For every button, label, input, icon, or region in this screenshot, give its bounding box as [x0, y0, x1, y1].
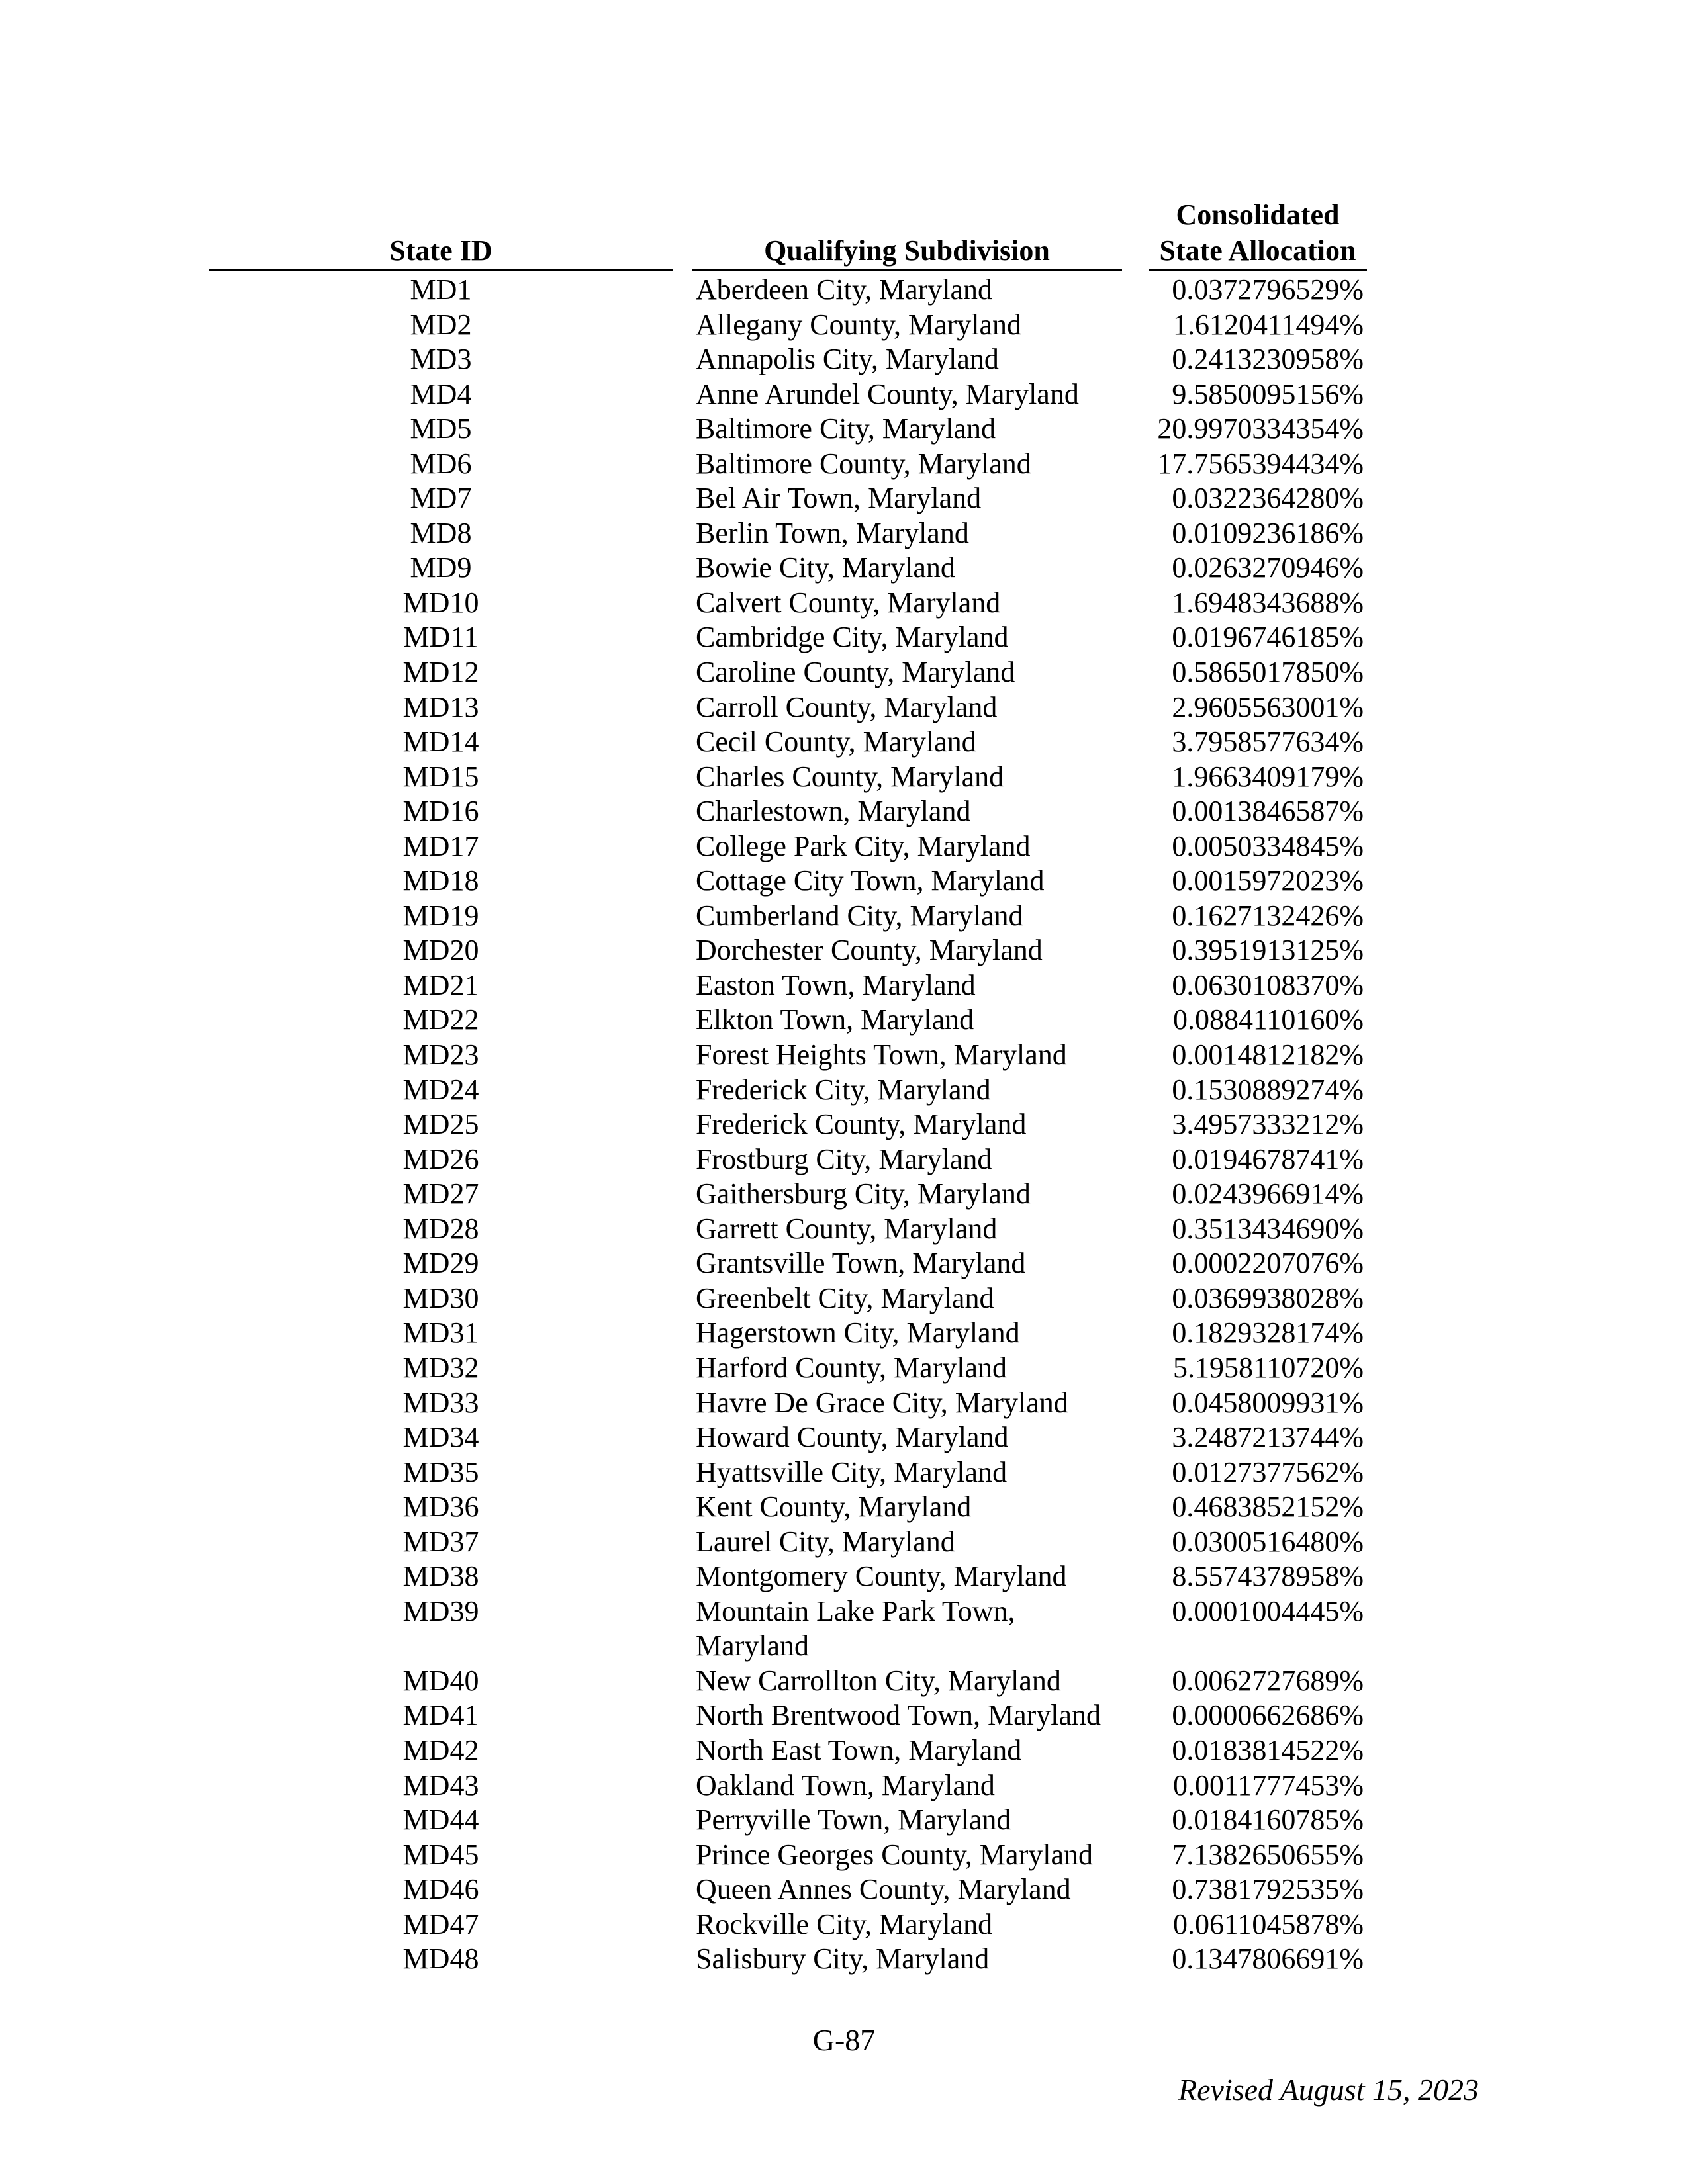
subdivision-cell: Baltimore County, Maryland — [696, 447, 1031, 480]
state-id-cell: MD3 — [410, 343, 472, 376]
table-row — [0, 1246, 1688, 1281]
header-underline-state-id — [209, 269, 673, 271]
subdivision-cell: Harford County, Maryland — [696, 1351, 1008, 1384]
table-row — [0, 725, 1688, 760]
subdivision-cell: Frederick County, Maryland — [696, 1108, 1027, 1141]
allocation-cell: 0.0300516480% — [1172, 1525, 1364, 1558]
subdivision-cell: Mountain Lake Park Town, Maryland — [696, 1594, 1015, 1662]
state-id-cell: MD2 — [410, 308, 472, 341]
subdivision-cell: Dorchester County, Maryland — [696, 934, 1043, 967]
table-row — [0, 412, 1688, 447]
subdivision-cell: Greenbelt City, Maryland — [696, 1281, 994, 1314]
subdivision-cell: Calvert County, Maryland — [696, 586, 1001, 619]
state-id-cell: MD13 — [402, 690, 479, 723]
table-row — [0, 1872, 1688, 1907]
table-row — [0, 1177, 1688, 1212]
subdivision-cell: Salisbury City, Maryland — [696, 1942, 990, 1976]
state-id-cell: MD41 — [402, 1699, 479, 1732]
state-id-cell: MD24 — [402, 1073, 479, 1106]
subdivision-cell: Grantsville Town, Maryland — [696, 1247, 1026, 1280]
table-row — [0, 1594, 1688, 1664]
allocation-cell: 0.0000662686% — [1172, 1699, 1364, 1732]
allocation-cell: 3.4957333212% — [1172, 1108, 1364, 1141]
allocation-cell: 0.0196746185% — [1172, 621, 1364, 654]
allocation-cell: 0.0194678741% — [1172, 1142, 1364, 1175]
subdivision-cell: Montgomery County, Maryland — [696, 1560, 1067, 1593]
state-id-cell: MD30 — [402, 1281, 479, 1314]
subdivision-cell: Perryville Town, Maryland — [696, 1803, 1011, 1837]
subdivision-cell: Frostburg City, Maryland — [696, 1142, 992, 1175]
subdivision-cell: Kent County, Maryland — [696, 1490, 972, 1524]
state-id-cell: MD22 — [402, 1003, 479, 1036]
allocation-cell: 0.0458009931% — [1172, 1386, 1364, 1419]
allocation-cell: 0.0013846587% — [1172, 795, 1364, 828]
header-subdivision: Qualifying Subdivision — [764, 234, 1050, 267]
allocation-cell: 0.3513434690% — [1172, 1212, 1364, 1245]
header-state-id: State ID — [389, 234, 492, 267]
allocation-cell: 0.0062727689% — [1172, 1664, 1364, 1697]
state-id-cell: MD31 — [402, 1316, 479, 1349]
table-row — [0, 655, 1688, 690]
table-row — [0, 1455, 1688, 1490]
allocation-cell: 0.1347806691% — [1172, 1942, 1364, 1976]
subdivision-cell: North Brentwood Town, Maryland — [696, 1699, 1102, 1732]
table-row — [0, 1038, 1688, 1073]
table-row — [0, 1420, 1688, 1455]
allocation-cell: 5.1958110720% — [1172, 1351, 1364, 1384]
state-id-cell: MD34 — [402, 1421, 479, 1454]
header-underline-subdivision — [692, 269, 1122, 271]
table-row — [0, 1698, 1688, 1733]
table-row — [0, 1073, 1688, 1108]
state-id-cell: MD35 — [402, 1455, 479, 1488]
allocation-cell: 20.9970334354% — [1157, 412, 1364, 445]
table-row — [0, 273, 1688, 308]
table-row — [0, 1212, 1688, 1247]
table-row — [0, 1351, 1688, 1386]
subdivision-cell: Gaithersburg City, Maryland — [696, 1177, 1031, 1210]
state-id-cell: MD21 — [402, 968, 479, 1001]
table-row — [0, 968, 1688, 1003]
subdivision-cell: North East Town, Maryland — [696, 1733, 1022, 1766]
allocation-cell: 1.9663409179% — [1172, 760, 1364, 793]
table-row — [0, 1525, 1688, 1560]
state-id-cell: MD12 — [402, 656, 479, 689]
subdivision-cell: Carroll County, Maryland — [696, 690, 998, 723]
subdivision-cell: Garrett County, Maryland — [696, 1212, 998, 1245]
state-id-cell: MD42 — [402, 1733, 479, 1766]
table-row — [0, 1838, 1688, 1873]
state-id-cell: MD29 — [402, 1247, 479, 1280]
state-id-cell: MD16 — [402, 795, 479, 828]
subdivision-cell: Howard County, Maryland — [696, 1421, 1009, 1454]
table-row — [0, 1907, 1688, 1942]
allocation-cell: 7.1382650655% — [1172, 1838, 1364, 1871]
table-row — [0, 829, 1688, 864]
state-id-cell: MD32 — [402, 1351, 479, 1384]
state-id-cell: MD7 — [410, 482, 472, 515]
state-id-cell: MD37 — [402, 1525, 479, 1558]
table-row — [0, 1281, 1688, 1316]
state-id-cell: MD5 — [410, 412, 472, 445]
state-id-cell: MD46 — [402, 1873, 479, 1906]
allocation-cell: 0.5865017850% — [1172, 656, 1364, 689]
allocation-cell: 0.0050334845% — [1172, 829, 1364, 862]
state-id-cell: MD45 — [402, 1838, 479, 1871]
state-id-cell: MD47 — [402, 1907, 479, 1940]
subdivision-cell: Havre De Grace City, Maryland — [696, 1386, 1068, 1419]
subdivision-cell: New Carrollton City, Maryland — [696, 1664, 1061, 1697]
allocation-cell: 0.0002207076% — [1172, 1247, 1364, 1280]
subdivision-cell: Oakland Town, Maryland — [696, 1768, 995, 1801]
state-id-cell: MD36 — [402, 1490, 479, 1524]
table-row — [0, 1559, 1688, 1594]
state-id-cell: MD15 — [402, 760, 479, 793]
allocation-cell: 0.1627132426% — [1172, 899, 1364, 932]
allocation-cell: 0.0015972023% — [1172, 864, 1364, 897]
subdivision-cell: College Park City, Maryland — [696, 829, 1031, 862]
table-row — [0, 899, 1688, 934]
state-id-cell: MD44 — [402, 1803, 479, 1837]
allocation-cell: 0.0243966914% — [1172, 1177, 1364, 1210]
page-number: G-87 — [812, 2023, 876, 2057]
state-id-cell: MD25 — [402, 1108, 479, 1141]
state-id-cell: MD11 — [403, 621, 479, 654]
table-row — [0, 1107, 1688, 1142]
table-row — [0, 864, 1688, 899]
state-id-cell: MD14 — [402, 725, 479, 758]
state-id-cell: MD48 — [402, 1942, 479, 1976]
table-row — [0, 933, 1688, 968]
table-row — [0, 308, 1688, 343]
allocation-cell: 0.0884110160% — [1172, 1003, 1364, 1036]
state-id-cell: MD27 — [402, 1177, 479, 1210]
subdivision-cell: Forest Heights Town, Maryland — [696, 1038, 1067, 1071]
table-row — [0, 1003, 1688, 1038]
subdivision-cell: Berlin Town, Maryland — [696, 516, 969, 549]
allocation-cell: 0.1829328174% — [1172, 1316, 1364, 1349]
allocation-cell: 8.5574378958% — [1172, 1560, 1364, 1593]
allocation-cell: 2.9605563001% — [1172, 690, 1364, 723]
state-id-cell: MD39 — [402, 1594, 479, 1627]
allocation-cell: 0.0001004445% — [1172, 1594, 1364, 1627]
allocation-cell: 0.0011777453% — [1172, 1768, 1364, 1801]
allocation-cell: 0.1530889274% — [1172, 1073, 1364, 1106]
state-id-cell: MD43 — [402, 1768, 479, 1801]
table-row — [0, 1386, 1688, 1421]
subdivision-cell: Annapolis City, Maryland — [696, 343, 999, 376]
allocation-table-body — [0, 273, 1688, 1977]
subdivision-cell: Caroline County, Maryland — [696, 656, 1015, 689]
subdivision-cell: Hagerstown City, Maryland — [696, 1316, 1020, 1349]
allocation-cell: 17.7565394434% — [1157, 447, 1364, 480]
allocation-cell: 0.0183814522% — [1172, 1733, 1364, 1766]
state-id-cell: MD38 — [402, 1560, 479, 1593]
state-id-cell: MD28 — [402, 1212, 479, 1245]
table-row — [0, 1664, 1688, 1699]
allocation-cell: 0.0372796529% — [1172, 273, 1364, 306]
subdivision-cell: Anne Arundel County, Maryland — [696, 377, 1079, 410]
state-id-cell: MD6 — [410, 447, 472, 480]
subdivision-cell: Charles County, Maryland — [696, 760, 1004, 793]
allocation-cell: 0.7381792535% — [1172, 1873, 1364, 1906]
subdivision-cell: Aberdeen City, Maryland — [696, 273, 993, 306]
header-allocation — [1149, 197, 1367, 269]
state-id-cell: MD23 — [402, 1038, 479, 1071]
subdivision-cell: Baltimore City, Maryland — [696, 412, 996, 445]
allocation-cell: 0.0369938028% — [1172, 1281, 1364, 1314]
subdivision-cell: Prince Georges County, Maryland — [696, 1838, 1093, 1871]
subdivision-cell: Rockville City, Maryland — [696, 1907, 993, 1940]
state-id-cell: MD33 — [402, 1386, 479, 1419]
allocation-cell: 3.7958577634% — [1172, 725, 1364, 758]
allocation-cell: 1.6948343688% — [1172, 586, 1364, 619]
subdivision-cell: Cecil County, Maryland — [696, 725, 976, 758]
table-row — [0, 1942, 1688, 1977]
header-allocation-line1: Consolidated — [1176, 199, 1340, 231]
state-id-cell: MD17 — [402, 829, 479, 862]
state-id-cell: MD8 — [410, 516, 472, 549]
table-row — [0, 1803, 1688, 1838]
table-row — [0, 377, 1688, 412]
revised-date: Revised August 15, 2023 — [1178, 2073, 1479, 2107]
subdivision-cell: Laurel City, Maryland — [696, 1525, 955, 1558]
state-id-cell: MD4 — [410, 377, 472, 410]
state-id-cell: MD26 — [402, 1142, 479, 1175]
subdivision-cell: Allegany County, Maryland — [696, 308, 1022, 341]
table-row — [0, 1490, 1688, 1525]
table-row — [0, 447, 1688, 482]
allocation-cell: 0.0184160785% — [1172, 1803, 1364, 1837]
state-id-cell: MD9 — [410, 551, 472, 584]
subdivision-cell: Elkton Town, Maryland — [696, 1003, 974, 1036]
table-row — [0, 1733, 1688, 1768]
subdivision-cell: Frederick City, Maryland — [696, 1073, 991, 1106]
subdivision-cell: Bel Air Town, Maryland — [696, 482, 982, 515]
allocation-cell: 0.0630108370% — [1172, 968, 1364, 1001]
subdivision-cell: Bowie City, Maryland — [696, 551, 955, 584]
subdivision-cell: Charlestown, Maryland — [696, 795, 971, 828]
table-row — [0, 1142, 1688, 1177]
allocation-cell: 0.0322364280% — [1172, 482, 1364, 515]
table-row — [0, 690, 1688, 725]
table-row — [0, 481, 1688, 516]
state-id-cell: MD10 — [402, 586, 479, 619]
allocation-cell: 0.3951913125% — [1172, 934, 1364, 967]
table-row — [0, 516, 1688, 551]
table-row — [0, 620, 1688, 655]
table-row — [0, 1768, 1688, 1803]
subdivision-cell: Queen Annes County, Maryland — [696, 1873, 1071, 1906]
table-row — [0, 1316, 1688, 1351]
allocation-cell: 0.0014812182% — [1172, 1038, 1364, 1071]
allocation-cell: 0.2413230958% — [1172, 343, 1364, 376]
state-id-cell: MD20 — [402, 934, 479, 967]
subdivision-cell: Cottage City Town, Maryland — [696, 864, 1045, 897]
table-row — [0, 586, 1688, 621]
state-id-cell: MD40 — [402, 1664, 479, 1697]
state-id-cell: MD1 — [410, 273, 472, 306]
allocation-cell: 0.4683852152% — [1172, 1490, 1364, 1524]
allocation-cell: 9.5850095156% — [1172, 377, 1364, 410]
subdivision-cell: Cambridge City, Maryland — [696, 621, 1009, 654]
allocation-cell: 0.0109236186% — [1172, 516, 1364, 549]
state-id-cell: MD19 — [402, 899, 479, 932]
subdivision-cell: Hyattsville City, Maryland — [696, 1455, 1008, 1488]
table-row — [0, 342, 1688, 377]
subdivision-cell: Cumberland City, Maryland — [696, 899, 1023, 932]
allocation-cell: 0.0127377562% — [1172, 1455, 1364, 1488]
table-row — [0, 794, 1688, 829]
table-row — [0, 760, 1688, 795]
table-row — [0, 551, 1688, 586]
header-allocation-line2: State Allocation — [1159, 234, 1356, 267]
allocation-cell: 0.0263270946% — [1172, 551, 1364, 584]
allocation-cell: 1.6120411494% — [1172, 308, 1364, 341]
subdivision-cell: Easton Town, Maryland — [696, 968, 976, 1001]
allocation-cell: 3.2487213744% — [1172, 1421, 1364, 1454]
state-id-cell: MD18 — [402, 864, 479, 897]
allocation-cell: 0.0611045878% — [1172, 1907, 1364, 1940]
header-underline-allocation — [1149, 269, 1367, 271]
